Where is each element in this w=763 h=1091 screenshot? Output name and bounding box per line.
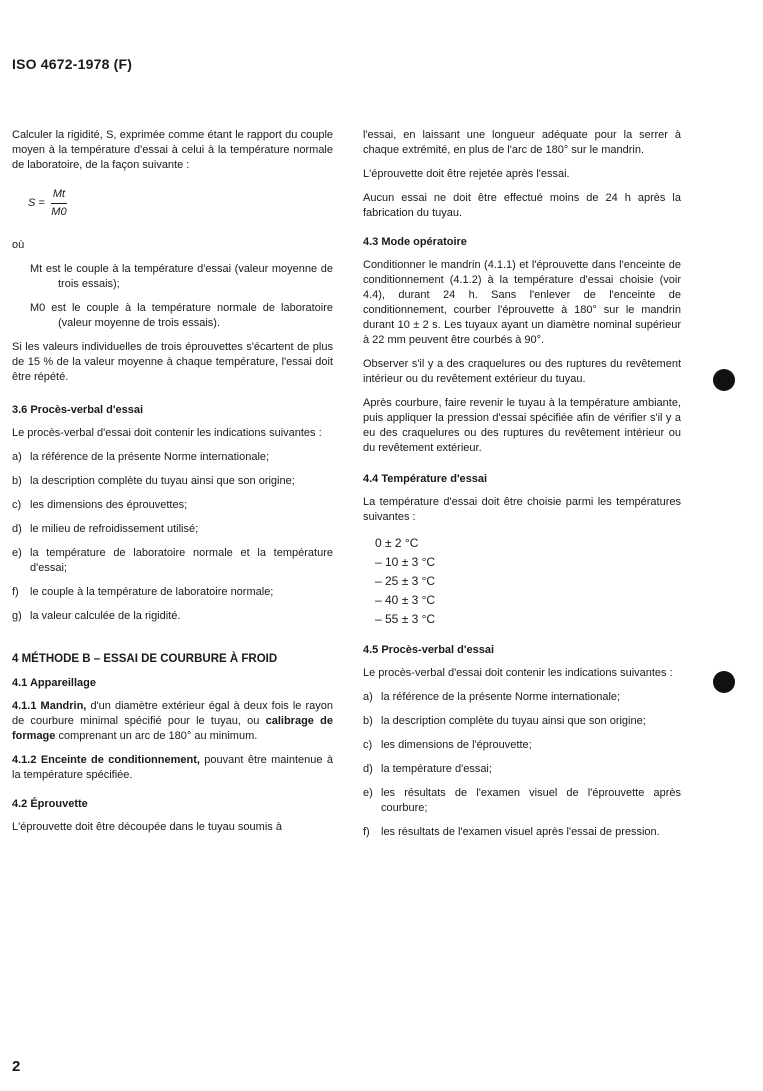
- formula-denominator: M0: [51, 205, 67, 218]
- list-item-text: les résultats de l'examen visuel de l'éprouvette après courbure;: [381, 787, 681, 814]
- page-number: 2: [12, 1058, 21, 1075]
- list-item-letter: f): [363, 826, 370, 838]
- list-item-text: la valeur calculée de la rigidité.: [30, 610, 181, 622]
- section-4-1-1-paragraph: [12, 699, 333, 744]
- left-column: [12, 128, 333, 844]
- list-item-letter: g): [12, 610, 22, 622]
- list-item-letter: b): [363, 715, 373, 727]
- section-4-5-heading: 4.5 Procès-verbal d'essai: [363, 644, 495, 656]
- temperature-list: [375, 534, 681, 629]
- list-item: [12, 450, 333, 465]
- specimen-rejected-paragraph: L'éprouvette doit être rejetée après l'essai.: [363, 168, 570, 180]
- list-item-text: la température de laboratoire normale et la température d'essai;: [30, 547, 333, 574]
- list-item-text: les dimensions des éprouvettes;: [30, 499, 188, 511]
- margin-bullet-mark: [713, 369, 735, 391]
- section-4-2-heading: 4.2 Éprouvette: [12, 798, 88, 810]
- definition-m0: M0 est le couple à la température normale de laboratoire (valeur moyenne de trois essais).: [30, 302, 333, 329]
- list-item-text: la référence de la présente Norme internationale;: [30, 451, 270, 463]
- list-item-letter: d): [363, 763, 373, 775]
- section-4-3-after-bending: Après courbure, faire revenir le tuyau à la température ambiante, puis appliquer la pression d'essai spécifiée afin de vérifier s'il y a eu des craquelures ou des ruptures du revêtement intérieur ou du revêtement extérieur.: [363, 397, 681, 454]
- list-item-letter: b): [12, 475, 22, 487]
- section-4-2-paragraph: L'éprouvette doit être découpée dans le tuyau soumis à: [12, 821, 282, 833]
- list-item: [12, 522, 333, 537]
- calibrage-text: comprenant un arc de 180° au minimum.: [55, 730, 258, 742]
- mandrin-term: 4.1.1 Mandrin,: [12, 700, 87, 712]
- specimen-length-paragraph: l'essai, en laissant une longueur adéquate pour la serrer à chaque extrémité, en plus de l'arc de 180° sur le mandrin.: [363, 129, 681, 156]
- enceinte-text: pouvant être maintenue à la température spécifiée.: [12, 754, 334, 781]
- temperature-option: – 25 ± 3 °C: [375, 574, 436, 588]
- list-item: [12, 474, 333, 489]
- section-3-6-heading: 3.6 Procès-verbal d'essai: [12, 404, 144, 416]
- section-4-3-heading: 4.3 Mode opératoire: [363, 236, 467, 248]
- repeat-test-paragraph: Si les valeurs individuelles de trois éprouvettes s'écartent de plus de 15 % de la valeur moyenne à chaque température, l'essai doit être répété.: [12, 341, 333, 383]
- section-4-4-intro: La température d'essai doit être choisie parmi les températures suivantes :: [363, 496, 681, 523]
- list-item: [12, 498, 333, 513]
- list-item: [363, 738, 681, 753]
- section-4-3-procedure: Conditionner le mandrin (4.1.1) et l'éprouvette dans l'enceinte de conditionnement (4.1.2) à la température d'essai choisie (voir 4.4), durant 24 h. Sans l'enlever de l'enceinte de conditionnement, courber l'éprouvette à 180° sur le mandrin durant 10 ± 2 s. Les tuyaux ayant un diamètre nominal supérieur à 22 mm peuvent être courbés à 90°.: [363, 259, 681, 346]
- rigidity-paragraph: Calculer la rigidité, S, exprimée comme étant le rapport du couple moyen à la température d'essai à celui à la température normale de laboratoire, de la façon suivante :: [12, 129, 333, 171]
- enceinte-term: 4.1.2 Enceinte de conditionnement,: [12, 754, 200, 766]
- list-item: [12, 609, 333, 624]
- list-item: [363, 714, 681, 729]
- section-4-5-intro: Le procès-verbal d'essai doit contenir les indications suivantes :: [363, 667, 673, 679]
- where-label: où: [12, 239, 25, 251]
- list-item-letter: f): [12, 586, 19, 598]
- list-item: [363, 690, 681, 705]
- temperature-option: – 10 ± 3 °C: [375, 555, 436, 569]
- list-item-text: les résultats de l'examen visuel après l'essai de pression.: [381, 826, 660, 838]
- section-4-4-heading: 4.4 Température d'essai: [363, 473, 488, 485]
- definition-mt: Mt est le couple à la température d'essai (valeur moyenne de trois essais);: [30, 263, 333, 290]
- list-item-text: le milieu de refroidissement utilisé;: [30, 523, 199, 535]
- list-item-letter: c): [363, 739, 373, 751]
- rigidity-formula: [28, 182, 333, 224]
- list-item-letter: d): [12, 523, 22, 535]
- list-item: [12, 546, 333, 576]
- document-header: ISO 4672-1978 (F): [12, 56, 133, 72]
- list-item-text: la description complète du tuyau ainsi que son origine;: [381, 715, 646, 727]
- formula-numerator: Mt: [51, 187, 67, 204]
- list-item: [12, 585, 333, 600]
- list-item-text: les dimensions de l'éprouvette;: [381, 739, 532, 751]
- section-4-5-list: [363, 690, 681, 840]
- list-item-text: la description complète du tuyau ainsi que son origine;: [30, 475, 295, 487]
- no-test-before-24h-paragraph: Aucun essai ne doit être effectué moins de 24 h après la fabrication du tuyau.: [363, 192, 681, 219]
- temperature-option: 0 ± 2 °C: [375, 536, 419, 550]
- list-item-text: la température d'essai;: [381, 763, 492, 775]
- list-item-letter: a): [363, 691, 373, 703]
- list-item-letter: e): [363, 787, 373, 799]
- temperature-option: – 40 ± 3 °C: [375, 593, 436, 607]
- calibrage-term: calibrage de formage: [12, 715, 333, 742]
- list-item-letter: e): [12, 547, 22, 559]
- list-item-letter: a): [12, 451, 22, 463]
- right-column: [363, 128, 681, 849]
- section-4-3-observe: Observer s'il y a des craquelures ou des ruptures du revêtement intérieur ou du revêtement extérieur du tuyau.: [363, 358, 681, 385]
- list-item: [363, 762, 681, 777]
- list-item-text: la référence de la présente Norme internationale;: [381, 691, 621, 703]
- list-item: [363, 786, 681, 816]
- section-4-1-2-paragraph: [12, 753, 333, 783]
- section-3-6-list: [12, 450, 333, 624]
- mandrin-text: d'un diamètre extérieur égal à deux fois le rayon de courbure minimal spécifié pour le tuyau, ou: [12, 700, 334, 727]
- temperature-option: – 55 ± 3 °C: [375, 612, 436, 626]
- list-item-letter: c): [12, 499, 22, 511]
- margin-bullet-mark: [713, 671, 735, 693]
- formula-lhs: S =: [28, 196, 45, 209]
- list-item: [363, 825, 681, 840]
- list-item-text: le couple à la température de laboratoire normale;: [30, 586, 274, 598]
- section-3-6-intro: Le procès-verbal d'essai doit contenir les indications suivantes :: [12, 427, 322, 439]
- section-4-heading: 4 MÉTHODE B – ESSAI DE COURBURE À FROID: [12, 653, 278, 665]
- formula-fraction: [51, 187, 67, 220]
- section-4-1-heading: 4.1 Appareillage: [12, 677, 96, 689]
